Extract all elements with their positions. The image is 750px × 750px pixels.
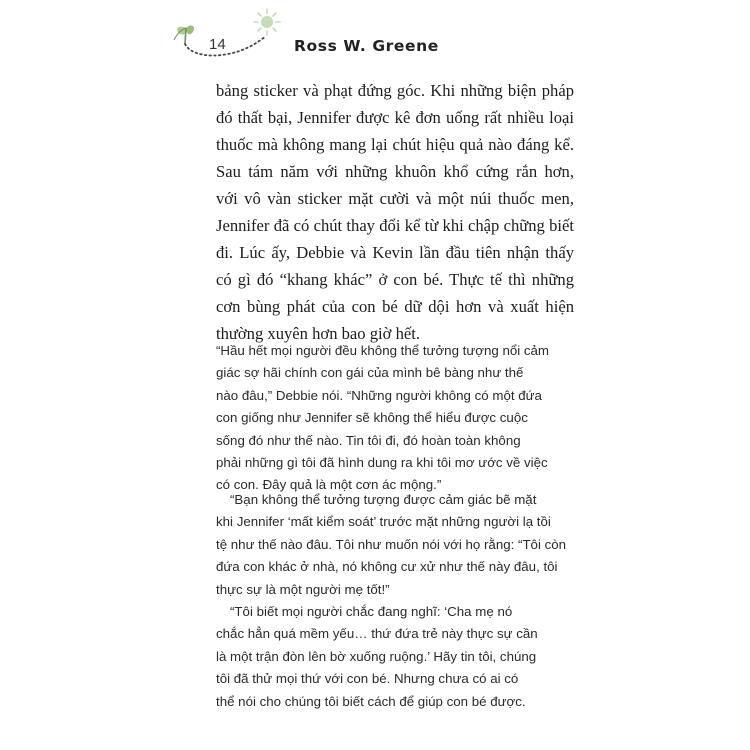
text-line: đi. Lúc ấy, Debbie và Kevin lần đầu tiên nhận thấy bbox=[216, 243, 574, 262]
quote-paragraph bbox=[216, 489, 572, 601]
text-line: Jennifer đã có chút thay đổi kể từ khi chập chững biết bbox=[216, 216, 574, 235]
author-name: Ross W. Greene bbox=[294, 37, 439, 55]
text-line: đó thất bại, Jennifer được kê đơn uống rất nhiều loại bbox=[216, 108, 574, 127]
quote-line: thể nói cho chúng tôi biết cách để giúp con bé được. bbox=[216, 693, 526, 709]
quote-line: tệ như thế nào đâu. Tôi như muốn nói với họ rằng: “Tôi còn bbox=[216, 536, 567, 552]
quote-line: “Bạn không thể tưởng tượng được cảm giác bẽ mặt bbox=[230, 492, 537, 507]
quote-paragraph bbox=[216, 340, 572, 497]
sun-icon bbox=[254, 9, 280, 35]
narrative-paragraph bbox=[216, 77, 574, 347]
quote-line: thực sự là một người mẹ tốt!” bbox=[216, 581, 390, 597]
quote-line: khi Jennifer ‘mất kiểm soát’ trước mặt những người lạ tồi bbox=[216, 514, 551, 530]
quote-line: là một trận đòn lên bờ xuống ruộng.’ Hãy tin tôi, chúng bbox=[216, 648, 537, 664]
text-line: cơn bùng phát của con bé dữ dội hơn và xuất hiện bbox=[216, 297, 574, 316]
quote-line: tôi đã thử mọi thứ với con bé. Nhưng chưa có ai có bbox=[216, 671, 519, 687]
quote-paragraph bbox=[216, 601, 572, 713]
leaf-icon bbox=[174, 25, 194, 44]
quote-line: “Hầu hết mọi người đều không thể tưởng tượng nổi cảm bbox=[216, 343, 550, 358]
quote-line: sống đó như thế nào. Tin tôi đi, đó hoàn toàn không bbox=[216, 432, 521, 448]
text-line: thường xuyên hơn bao giờ hết. bbox=[216, 324, 420, 343]
page-header bbox=[0, 0, 750, 75]
quote-line: chắc hẳn quá mềm yếu… thứ đứa trẻ này thực sự cần bbox=[216, 626, 538, 642]
text-line: với vô vàn sticker mặt cười và một núi thuốc men, bbox=[216, 189, 574, 208]
text-line: bảng sticker và phạt đứng góc. Khi những biện pháp bbox=[216, 81, 574, 100]
quote-line: giác sợ hãi chính con gái của mình bê bàng như thế bbox=[216, 365, 524, 381]
quote-line: phải những gì tôi đã hình dung ra khi tôi mơ ước về việc bbox=[216, 455, 548, 471]
quote-line: có con. Đây quả là một cơn ác mộng.” bbox=[216, 477, 442, 493]
quote-line: con giống như Jennifer sẽ không thể hiểu được cuộc bbox=[216, 410, 528, 426]
quote-line: đứa con khác ở nhà, nó không cư xử như thế này đâu, tôi bbox=[216, 559, 558, 575]
text-line: thuốc mà không mang lại chút hiệu quả nào đáng kể. bbox=[216, 135, 574, 154]
page-number: 14 bbox=[209, 36, 226, 53]
quote-line: nào đâu,” Debbie nói. “Những người không có một đứa bbox=[216, 387, 542, 403]
text-line: Sau tám năm với những khuôn khổ cứng rắn hơn, bbox=[216, 162, 574, 181]
quote-line: “Tôi biết mọi người chắc đang nghĩ: ‘Cha mẹ nó bbox=[230, 604, 513, 619]
text-line: có gì đó “khang khác” ở con bé. Thực tế thì những bbox=[216, 270, 574, 289]
